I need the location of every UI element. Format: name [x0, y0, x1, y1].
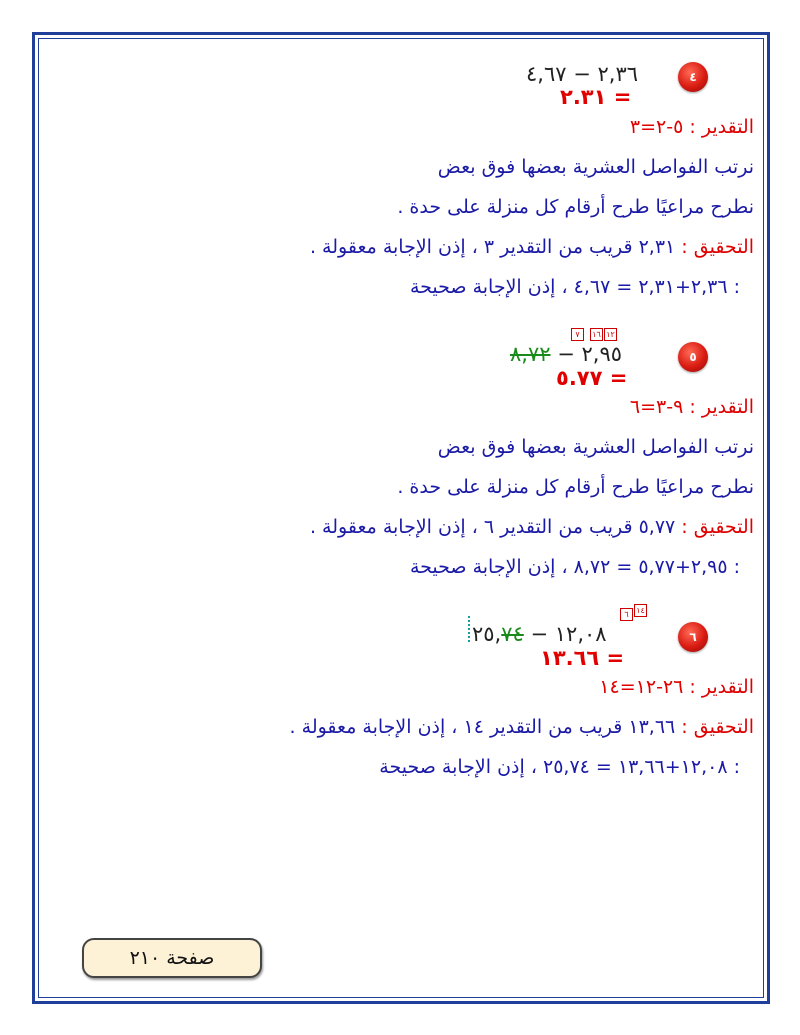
verify-line: : ٢,٣٦+٢,٣١ = ٤,٦٧ ، إذن الإجابة صحيحة — [409, 276, 740, 298]
minuend: ٤,٦٧ — [526, 62, 567, 86]
step-align-decimals: نرتب الفواصل العشرية بعضها فوق بعض — [437, 156, 754, 178]
subtrahend: ١٢,٠٨ — [554, 622, 607, 646]
check-text: ٥,٧٧ قريب من التقدير ٦ ، إذن الإجابة معقولة . — [309, 516, 676, 538]
alignment-marker — [468, 616, 472, 642]
borrow-mark: ١٤ — [634, 604, 647, 617]
verify-line: : ٢,٩٥+٥,٧٧ = ٨,٧٢ ، إذن الإجابة صحيحة — [409, 556, 740, 578]
estimate-line — [630, 396, 754, 418]
minuend-plain: ٢٥, — [472, 622, 502, 646]
minus-sign: − — [530, 622, 549, 646]
estimate-label: التقدير : — [689, 396, 754, 418]
problem-answer: ٥.٧٧ = — [556, 366, 628, 390]
subtrahend: ٢,٩٥ — [581, 342, 623, 366]
subtrahend: ٢,٣٦ — [597, 62, 639, 86]
estimate-line — [630, 116, 754, 138]
problem-number-badge: ٦ — [678, 622, 708, 652]
check-label: التحقيق : — [681, 516, 754, 538]
check-line — [310, 236, 754, 258]
check-label: التحقيق : — [681, 716, 754, 738]
problem-expression — [526, 62, 638, 86]
borrow-mark: ٧ — [571, 328, 584, 341]
problem-number-badge: ٥ — [678, 342, 708, 372]
check-line — [310, 516, 754, 538]
worksheet-page — [40, 40, 762, 996]
borrow-mark: ١٢ — [604, 328, 617, 341]
minus-sign: − — [557, 342, 575, 366]
minuend-struck: ٨,٧٢ — [510, 342, 551, 366]
step-subtract-places: نطرح مراعيًا طرح أرقام كل منزلة على حدة . — [397, 476, 754, 498]
minuend-struck: ٧٤ — [501, 622, 524, 646]
minus-sign: − — [573, 62, 591, 86]
estimate-label: التقدير : — [689, 676, 754, 698]
problem-expression — [472, 622, 607, 646]
check-line — [290, 716, 754, 738]
borrow-mark: ١٦ — [590, 328, 603, 341]
problem-number-badge: ٤ — [678, 62, 708, 92]
check-label: التحقيق : — [681, 236, 754, 258]
borrow-mark: ٦ — [620, 608, 633, 621]
page-number-badge: صفحة ٢١٠ — [82, 938, 262, 978]
problem-answer: ١٣.٦٦ = — [540, 646, 625, 670]
estimate-line — [599, 676, 754, 698]
estimate-value: ٥-٢=٣ — [629, 116, 684, 138]
problem-expression — [510, 342, 622, 366]
problem-answer: ٢.٣١ = — [560, 85, 632, 109]
estimate-label: التقدير : — [689, 116, 754, 138]
step-subtract-places: نطرح مراعيًا طرح أرقام كل منزلة على حدة . — [397, 196, 754, 218]
check-text: ١٣,٦٦ قريب من التقدير ١٤ ، إذن الإجابة معقولة . — [289, 716, 676, 738]
estimate-value: ٩-٣=٦ — [629, 396, 684, 418]
estimate-value: ٢٦-١٢=١٤ — [599, 676, 684, 698]
verify-line: : ١٢,٠٨+١٣,٦٦ = ٢٥,٧٤ ، إذن الإجابة صحيحة — [379, 756, 740, 778]
check-text: ٢,٣١ قريب من التقدير ٣ ، إذن الإجابة معقولة . — [309, 236, 676, 258]
step-align-decimals: نرتب الفواصل العشرية بعضها فوق بعض — [437, 436, 754, 458]
